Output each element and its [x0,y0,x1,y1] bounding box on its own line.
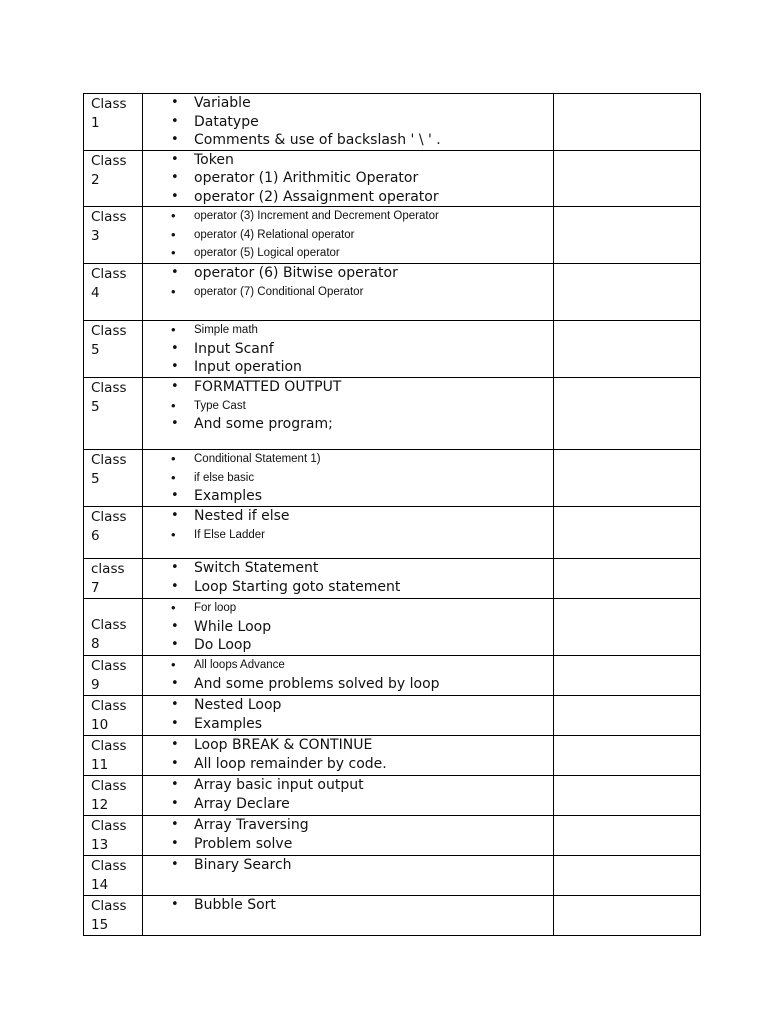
list-item: • Nested Loop [143,696,553,715]
topic-list [143,507,553,544]
table-row [84,264,701,321]
topic-list [143,321,553,377]
list-item: • operator (3) Increment and Decrement Operator [143,207,553,226]
list-item: • And some program; [143,415,553,434]
list-item: • Variable [143,94,553,113]
topics-cell [143,816,554,856]
topic-list [143,776,553,813]
table-row [84,896,701,936]
table-row [84,94,701,151]
list-item: • operator (7) Conditional Operator [143,283,553,302]
list-item: • FORMATTED OUTPUT [143,378,553,397]
class-label-cell: Class 5 [84,321,143,378]
empty-cell [554,599,701,656]
list-item: • Binary Search [143,856,553,875]
table-row [84,599,701,656]
topic-list [143,736,553,773]
class-label-cell: Class 2 [84,150,143,207]
topics-cell [143,736,554,776]
list-item: • operator (1) Arithmitic Operator [143,169,553,188]
topics-cell [143,776,554,816]
topics-cell [143,264,554,321]
topic-list [143,896,553,915]
class-label-cell: Class 5 [84,450,143,507]
list-item: • Input Scanf [143,340,553,359]
topics-cell [143,378,554,450]
empty-cell [554,94,701,151]
list-item: • Examples [143,487,553,506]
list-item: • Simple math [143,321,553,340]
list-item: • For loop [143,599,553,618]
class-label-cell: Class 14 [84,856,143,896]
list-item: • Array Traversing [143,816,553,835]
class-label-cell: Class 6 [84,507,143,559]
topic-list [143,151,553,207]
table-row [84,321,701,378]
topics-cell [143,507,554,559]
syllabus-table [83,93,701,936]
topic-list [143,599,553,655]
list-item: • operator (6) Bitwise operator [143,264,553,283]
topics-cell [143,656,554,696]
table-row [84,776,701,816]
topic-list [143,378,553,434]
table-row [84,856,701,896]
list-item: • operator (4) Relational operator [143,226,553,245]
topic-list [143,856,553,875]
topics-cell [143,150,554,207]
list-item: • Array Declare [143,795,553,814]
empty-cell [554,856,701,896]
list-item: • Datatype [143,113,553,132]
list-item: • Array basic input output [143,776,553,795]
list-item: • All loops Advance [143,656,553,675]
topic-list [143,816,553,853]
list-item: • operator (5) Logical operator [143,244,553,263]
class-label-cell: Class 9 [84,656,143,696]
list-item: • Loop Starting goto statement [143,578,553,597]
empty-cell [554,150,701,207]
class-label-cell: Class 4 [84,264,143,321]
topics-cell [143,896,554,936]
topics-cell [143,856,554,896]
list-item: • While Loop [143,618,553,637]
list-item: • Bubble Sort [143,896,553,915]
list-item: • Loop BREAK & CONTINUE [143,736,553,755]
topics-cell [143,559,554,599]
class-label-cell: Class 3 [84,207,143,264]
empty-cell [554,450,701,507]
list-item: • Conditional Statement 1) [143,450,553,469]
empty-cell [554,207,701,264]
empty-cell [554,321,701,378]
list-item: • Switch Statement [143,559,553,578]
topic-list [143,207,553,263]
topics-cell [143,94,554,151]
topic-list [143,559,553,596]
topics-cell [143,207,554,264]
table-row [84,507,701,559]
topic-list [143,450,553,506]
class-label-cell: Class 8 [84,599,143,656]
table-row [84,736,701,776]
empty-cell [554,736,701,776]
class-label-cell: Class 15 [84,896,143,936]
empty-cell [554,896,701,936]
list-item: • operator (2) Assaignment operator [143,188,553,207]
topics-cell [143,696,554,736]
empty-cell [554,264,701,321]
empty-cell [554,559,701,599]
class-label-cell: Class 5 [84,378,143,450]
list-item: • All loop remainder by code. [143,755,553,774]
list-item: • Nested if else [143,507,553,526]
topic-list [143,696,553,733]
table-row [84,816,701,856]
table-row [84,150,701,207]
topics-cell [143,599,554,656]
class-label-cell: Class 10 [84,696,143,736]
list-item: • Input operation [143,358,553,377]
list-item: • And some problems solved by loop [143,675,553,694]
table-row [84,450,701,507]
table-row [84,559,701,599]
class-label-cell: Class 11 [84,736,143,776]
list-item: • Type Cast [143,397,553,416]
list-item: • If Else Ladder [143,526,553,545]
class-label-cell: class 7 [84,559,143,599]
list-item: • Comments & use of backslash ' \ ' . [143,131,553,150]
topic-list [143,264,553,301]
topics-cell [143,321,554,378]
empty-cell [554,816,701,856]
empty-cell [554,776,701,816]
empty-cell [554,656,701,696]
list-item: • Token [143,151,553,170]
list-item: • Examples [143,715,553,734]
list-item: • Problem solve [143,835,553,854]
topic-list [143,656,553,693]
empty-cell [554,378,701,450]
topics-cell [143,450,554,507]
empty-cell [554,507,701,559]
class-label-cell: Class 13 [84,816,143,856]
table-row [84,207,701,264]
class-label-cell: Class 12 [84,776,143,816]
table-row [84,696,701,736]
list-item: • Do Loop [143,636,553,655]
table-row [84,378,701,450]
class-label-cell: Class 1 [84,94,143,151]
table-row [84,656,701,696]
empty-cell [554,696,701,736]
topic-list [143,94,553,150]
list-item: • if else basic [143,469,553,488]
